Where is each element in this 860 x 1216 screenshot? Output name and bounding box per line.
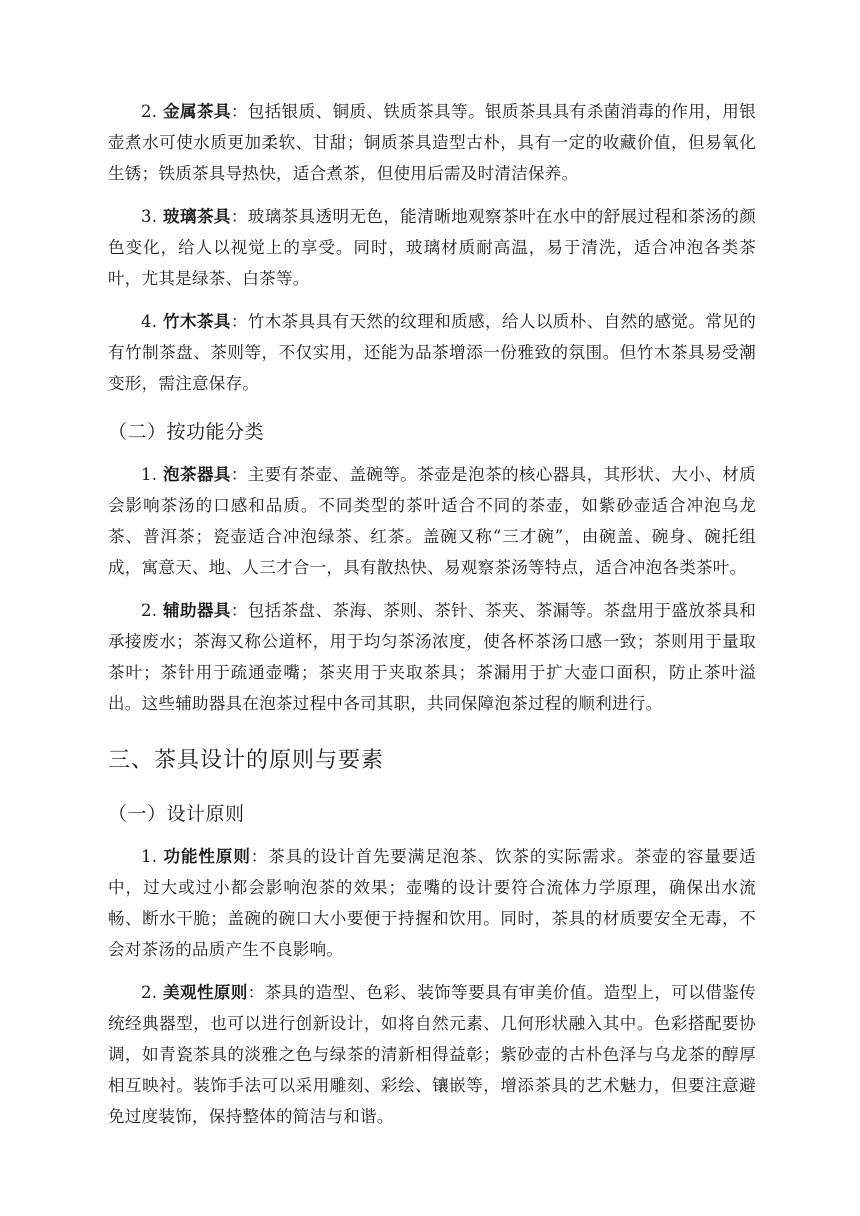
paragraph-glass-teaware — [108, 201, 756, 294]
term-auxiliary-utensils: 辅助器具 — [163, 601, 231, 620]
paragraph-text: ：茶具的设计首先要满足泡茶、饮茶的实际需求。茶壶的容量要适中，过大或过小都会影响泡茶的效果；壶嘴的设计要符合流体力学原理，确保出水流畅、断水干脆；盖碗的碗口大小要便于持握和饮用。同时，茶具的材质要安全无毒，不会对茶汤的品质产生不良影响。 — [108, 847, 757, 959]
subheading-by-function: （二）按功能分类 — [108, 421, 265, 443]
term-metal-teaware: 金属茶具 — [163, 102, 231, 121]
paragraph-functionality-principle — [108, 841, 756, 965]
paragraph-brewing-utensils — [108, 459, 756, 583]
term-aesthetics-principle: 美观性原则 — [163, 983, 248, 1002]
paragraph-text: ：玻璃茶具透明无色，能清晰地观察茶叶在水中的舒展过程和茶汤的颜色变化，给人以视觉上的享受。同时，玻璃材质耐高温，易于清洗，适合冲泡各类茶叶，尤其是绿茶、白茶等。 — [108, 207, 757, 288]
item-number: 1. — [141, 847, 158, 866]
subheading-design-principles: （一）设计原则 — [108, 803, 245, 825]
paragraph-auxiliary-utensils — [108, 595, 756, 719]
paragraph-text: ：竹木茶具具有天然的纹理和质感，给人以质朴、自然的感觉。常见的有竹制茶盘、茶则等，不仅实用，还能为品茶增添一份雅致的氛围。但竹木茶具易受潮变形，需注意保存。 — [108, 312, 757, 393]
paragraph-text: ：包括银质、铜质、铁质茶具等。银质茶具具有杀菌消毒的作用，用银壶煮水可使水质更加柔软、甘甜；铜质茶具造型古朴，具有一定的收藏价值，但易氧化生锈；铁质茶具导热快，适合煮茶，但使用后需及时清洁保养。 — [108, 102, 757, 183]
paragraph-text: ：茶具的造型、色彩、装饰等要具有审美价值。造型上，可以借鉴传统经典器型，也可以进行创新设计，如将自然元素、几何形状融入其中。色彩搭配要协调，如青瓷茶具的淡雅之色与绿茶的清新相得益彰；紫砂壶的古朴色泽与乌龙茶的醇厚相互映衬。装饰手法可以采用雕刻、彩绘、镶嵌等，增添茶具的艺术魅力，但要注意避免过度装饰，保持整体的简洁与和谐。 — [108, 983, 757, 1126]
term-glass-teaware: 玻璃茶具 — [163, 207, 231, 226]
paragraph-text: ：主要有茶壶、盖碗等。茶壶是泡茶的核心器具，其形状、大小、材质会影响茶汤的口感和品质。不同类型的茶叶适合不同的茶壶，如紫砂壶适合冲泡乌龙茶、普洱茶；瓷壶适合冲泡绿茶、红茶。盖碗又称“三才碗”，由碗盖、碗身、碗托组成，寓意天、地、人三才合一，具有散热快、易观察茶汤等特点，适合冲泡各类茶叶。 — [108, 465, 757, 577]
item-number: 3. — [141, 207, 158, 226]
paragraph-text: ：包括茶盘、茶海、茶则、茶针、茶夹、茶漏等。茶盘用于盛放茶具和承接废水；茶海又称公道杯，用于均匀茶汤浓度，使各杯茶汤口感一致；茶则用于量取茶叶；茶针用于疏通壶嘴；茶夹用于夹取茶具；茶漏用于扩大壶口面积，防止茶叶溢出。这些辅助器具在泡茶过程中各司其职，共同保障泡茶过程的顺利进行。 — [108, 601, 757, 713]
section-heading-design-principles: 三、茶具设计的原则与要素 — [108, 748, 385, 773]
paragraph-metal-teaware — [108, 96, 756, 189]
item-number: 4. — [141, 312, 158, 331]
item-number: 1. — [141, 465, 158, 484]
term-brewing-utensils: 泡茶器具 — [163, 465, 231, 484]
term-functionality-principle: 功能性原则 — [163, 847, 251, 866]
item-number: 2. — [141, 102, 158, 121]
term-bamboo-teaware: 竹木茶具 — [163, 312, 231, 331]
paragraph-aesthetics-principle — [108, 977, 756, 1132]
paragraph-bamboo-teaware — [108, 306, 756, 399]
document-body — [108, 96, 756, 1144]
item-number: 2. — [141, 601, 158, 620]
item-number: 2. — [141, 983, 158, 1002]
